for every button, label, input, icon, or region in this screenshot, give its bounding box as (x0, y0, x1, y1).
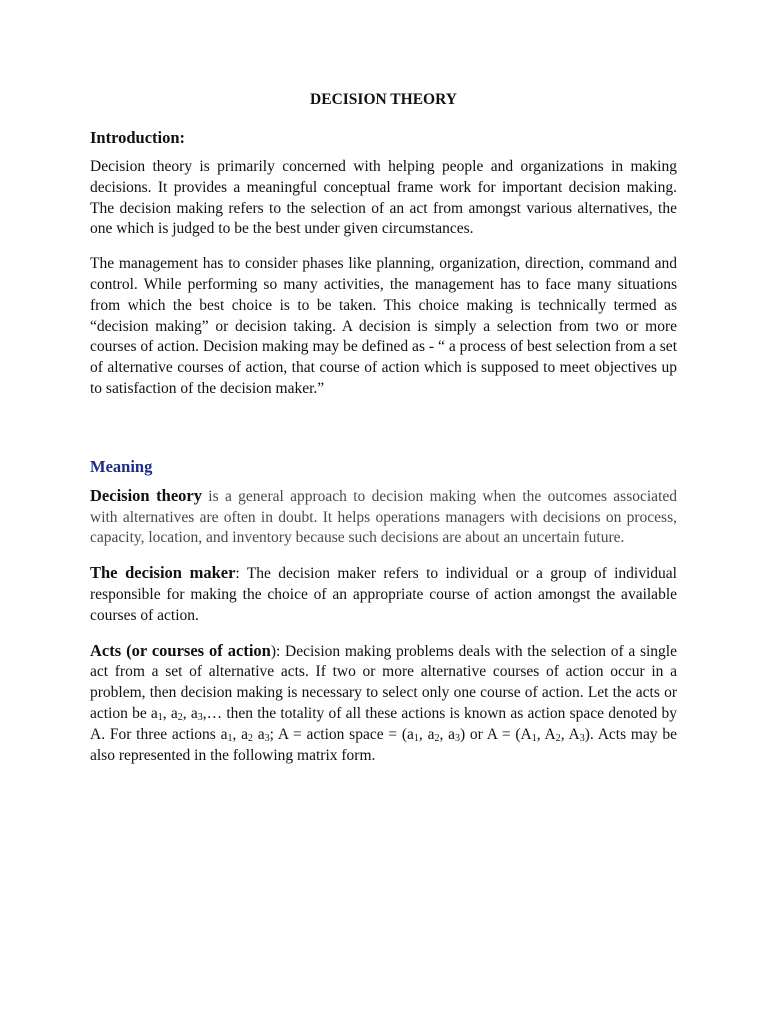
acts-text-4: ) or A = (A (459, 725, 532, 743)
decision-maker-text: : The decision maker refers to individual or a group of individual responsible for making the choice of an appropriate course of action amongst the available courses of action. (90, 565, 677, 624)
acts-text-5: ). Acts may be also represented in the following matrix form. (90, 725, 677, 764)
subscript: 1 (157, 711, 163, 723)
document-page (90, 90, 677, 780)
decision-theory-paragraph (90, 486, 677, 549)
introduction-paragraph-1: Decision theory is primarily concerned with helping people and organizations in making decisions. It provides a meaningful conceptual frame work for important decision making. The decision making refers to the selection of an act from amongst various alternatives, the one which is judged to be the best under given circumstances. (90, 158, 677, 238)
subscript: 1 (227, 732, 233, 744)
page-title: DECISION THEORY (310, 91, 457, 108)
subscript: 3 (579, 732, 585, 744)
acts-separator: , A (536, 725, 556, 743)
acts-separator: , a (232, 725, 248, 743)
decision-maker-paragraph (90, 563, 677, 626)
subscript: 2 (555, 732, 561, 744)
acts-separator: , A (560, 725, 580, 743)
acts-text-3: ; A = action space = (a (269, 725, 414, 743)
acts-separator: , a (182, 704, 198, 722)
acts-separator: a (253, 725, 265, 743)
subscript: 3 (197, 711, 203, 723)
acts-separator: , a (418, 725, 435, 743)
acts-term: Acts (or courses of action (90, 640, 271, 660)
subscript: 1 (531, 732, 537, 744)
introduction-paragraph-2: The management has to consider phases like planning, organization, direction, command and control. While performing so many activities, the management has to face many situations from which the best choice is to be taken. This choice making is technically termed as “decision making” or decision taking. A decision is simply a selection from two or more courses of action. Decision making may be defined as - “ a process of best selection from a set of alternative courses of action, that course of action which is supposed to meet objectives up to satisfaction of the decision maker.” (90, 255, 677, 397)
subscript: 1 (413, 732, 419, 744)
decision-maker-term: The decision maker (90, 563, 236, 583)
subscript: 2 (248, 732, 253, 744)
acts-separator: , a (162, 704, 178, 722)
acts-text: ): Decision making problems deals with the selection of a single act from a set of alternative acts. If two or more alternative courses of action occur in a problem, then decision making is necessary to select only one course of action. Let the acts or action be a (90, 642, 677, 722)
subscript: 3 (264, 732, 270, 744)
decision-theory-text: is a general approach to decision making when the outcomes associated with alternatives are often in doubt. It helps operations managers with decisions on process, capacity, location, and inventory because such decisions are about an uncertain future. (90, 487, 678, 547)
decision-theory-term: Decision theory (90, 485, 202, 505)
acts-separator: , a (439, 725, 455, 743)
meaning-heading: Meaning (90, 456, 153, 476)
introduction-heading: Introduction: (90, 128, 186, 147)
section-spacer (90, 414, 677, 456)
subscript: 3 (454, 732, 460, 744)
subscript: 2 (434, 732, 440, 744)
subscript: 2 (177, 711, 183, 723)
acts-text-2: ,… then the totality of all these actions is known as action space denoted by A. For three actions a (90, 704, 677, 743)
acts-paragraph (90, 641, 677, 767)
